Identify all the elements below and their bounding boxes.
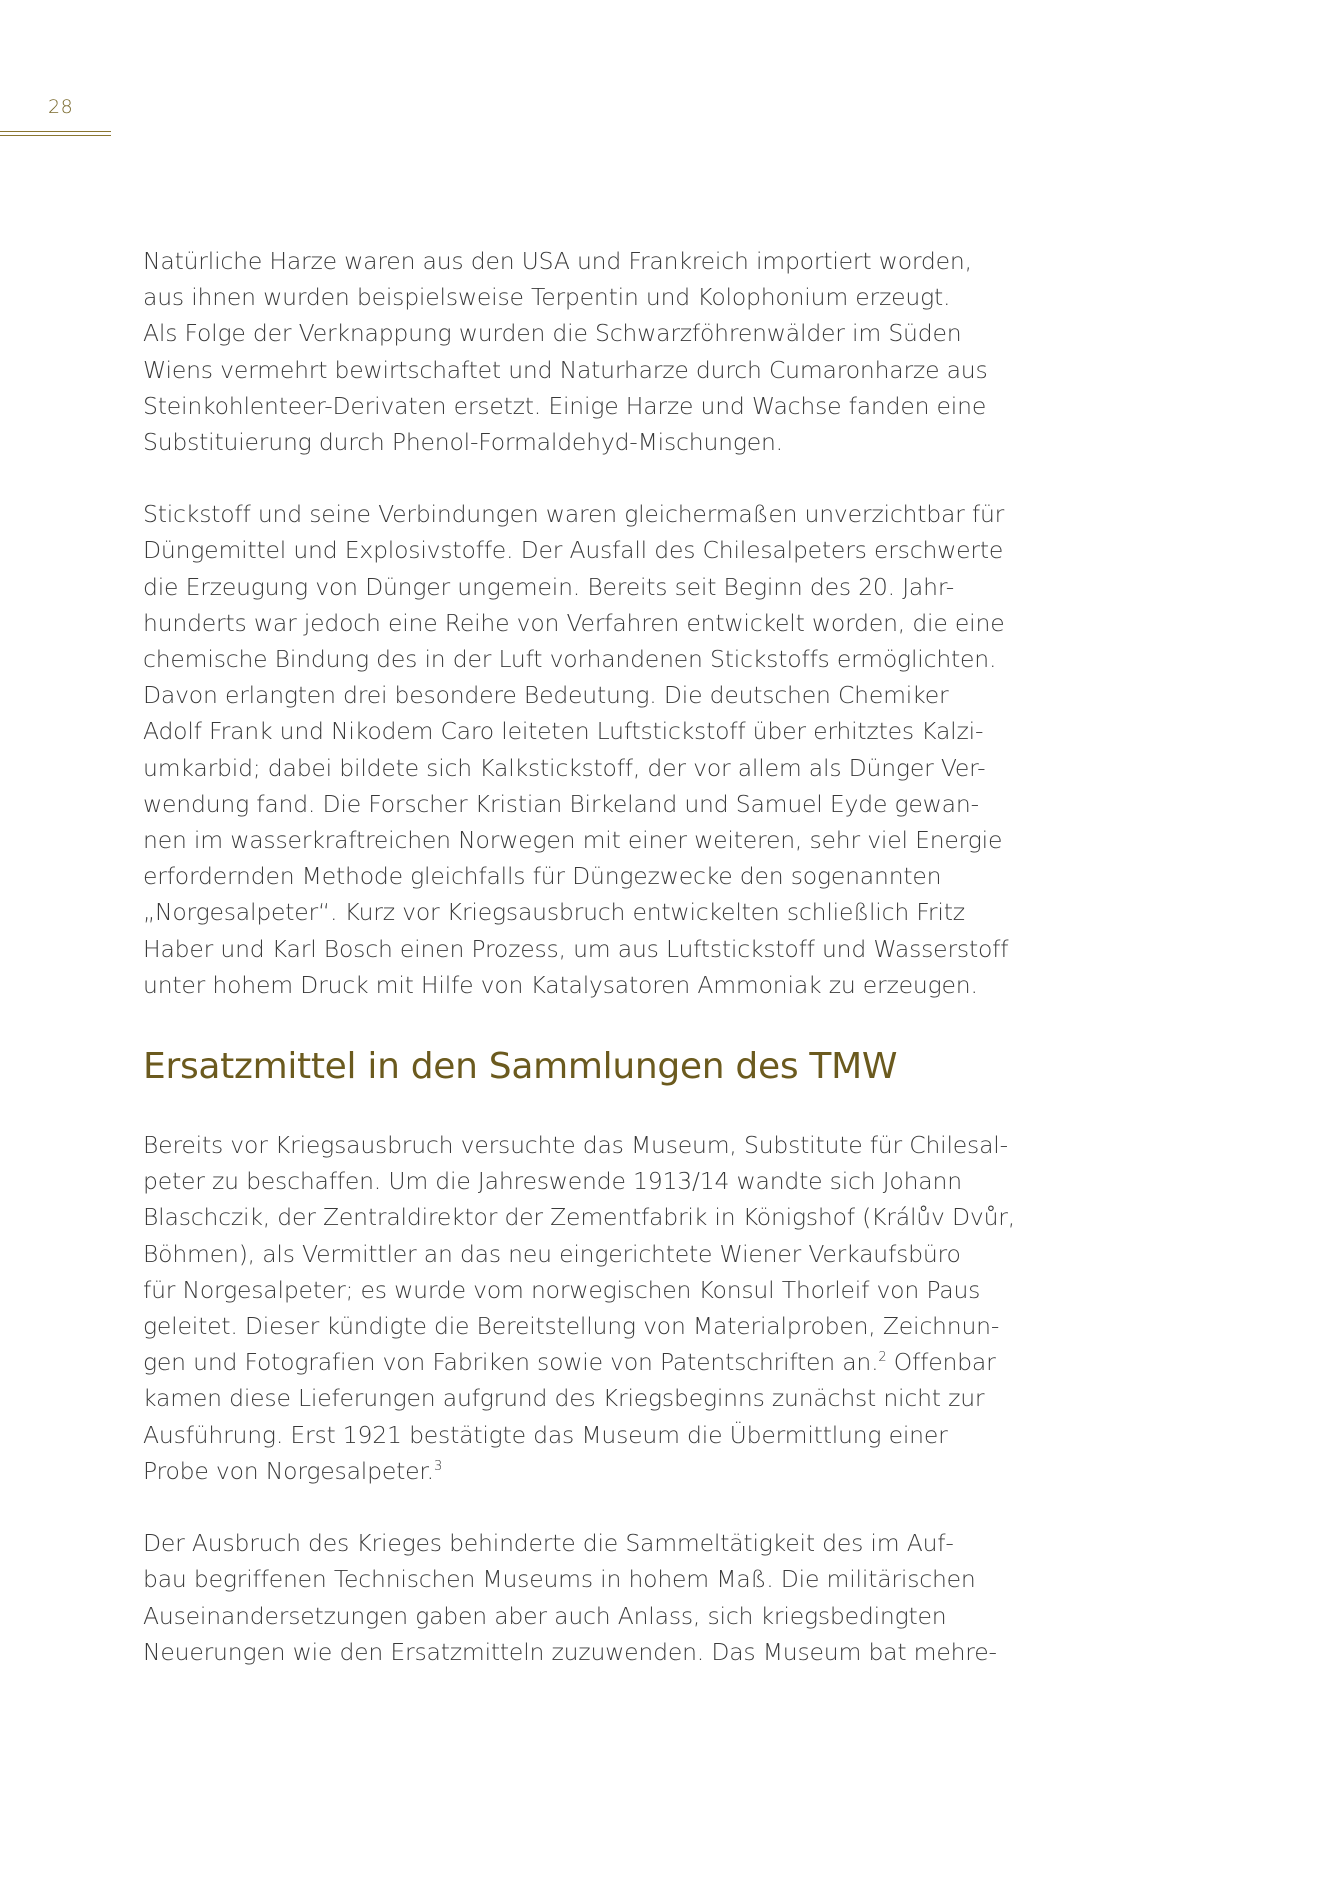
paragraph-war-collecting xyxy=(143,1525,1043,1670)
text-line: für Norgesalpeter; es wurde vom norwegischen Konsul Thorleif von Paus xyxy=(143,1275,981,1304)
text-line: Blaschczik, der Zentraldirektor der Zementfabrik in Königshof (Králův Dvůr, xyxy=(143,1203,1015,1232)
text-line: Substituierung durch Phenol-Formaldehyd-Mischungen. xyxy=(143,428,783,457)
paragraph-nitrogen xyxy=(143,496,1043,1003)
text-line: Ausführung. Erst 1921 bestätigte das Museum die Übermittlung einer xyxy=(143,1420,948,1449)
text-line: aus ihnen wurden beispielsweise Terpentin und Kolophonium erzeugt. xyxy=(143,283,951,312)
text-segment: Probe von Norgesalpeter. xyxy=(143,1456,434,1485)
text-line: Neuerungen wie den Ersatzmitteln zuzuwenden. Das Museum bat mehre- xyxy=(143,1637,997,1666)
text-line: Adolf Frank und Nikodem Caro leiteten Luftstickstoff über erhitztes Kalzi- xyxy=(143,717,984,746)
text-line: Bereits vor Kriegsausbruch versuchte das Museum, Substitute für Chilesal- xyxy=(143,1131,1008,1160)
text-line: peter zu beschaffen. Um die Jahreswende 1913/14 wandte sich Johann xyxy=(143,1167,962,1196)
text-segment: gen und Fotografien von Fabriken sowie von Patentschriften an. xyxy=(143,1348,879,1377)
paragraph-natural-resins xyxy=(143,243,1043,460)
text-line: nen im wasserkraftreichen Norwegen mit einer weiteren, sehr viel Energie xyxy=(143,826,1003,855)
text-line: erfordernden Methode gleichfalls für Düngezwecke den sogenannten xyxy=(143,862,942,891)
text-line: Böhmen), als Vermittler an das neu eingerichtete Wiener Verkaufsbüro xyxy=(143,1239,961,1268)
text-line: Haber und Karl Bosch einen Prozess, um aus Luftstickstoff und Wasserstoff xyxy=(143,934,1009,963)
text-line: wendung fand. Die Forscher Kristian Birkeland und Samuel Eyde gewan- xyxy=(143,789,979,818)
text-line: Natürliche Harze waren aus den USA und Frankreich importiert worden, xyxy=(143,247,972,275)
header-rule-secondary xyxy=(0,135,111,136)
text-line: Steinkohlenteer-Derivaten ersetzt. Einige Harze und Wachse fanden eine xyxy=(143,391,987,420)
text-line: „Norgesalpeter“. Kurz vor Kriegsausbruch entwickelten schließlich Fritz xyxy=(143,898,965,927)
text-line: bau begriffenen Technischen Museums in hohem Maß. Die militärischen xyxy=(143,1565,976,1594)
header-rule xyxy=(0,131,111,132)
text-line: Auseinandersetzungen gaben aber auch Anlass, sich kriegsbedingten xyxy=(143,1601,947,1630)
text-line: hunderts war jedoch eine Reihe von Verfahren entwickelt worden, die eine xyxy=(143,608,1005,637)
footnote-marker: 2 xyxy=(878,1350,887,1366)
footnote-marker: 3 xyxy=(433,1459,443,1475)
text-line: kamen diese Lieferungen aufgrund des Kriegsbeginns zunächst nicht zur xyxy=(143,1384,985,1413)
section-heading: Ersatzmittel in den Sammlungen des TMW xyxy=(143,1046,898,1088)
body-text xyxy=(143,243,1043,1706)
paragraph-substitutes xyxy=(143,1127,1043,1489)
text-line: Der Ausbruch des Krieges behinderte die Sammeltätigkeit des im Auf- xyxy=(143,1529,954,1558)
text-line: Als Folge der Verknappung wurden die Schwarzföhrenwälder im Süden xyxy=(143,319,962,348)
text-line: umkarbid; dabei bildete sich Kalkstickstoff, der vor allem als Dünger Ver- xyxy=(143,753,986,782)
text-segment: Offenbar xyxy=(886,1348,996,1377)
text-line: Davon erlangten drei besondere Bedeutung. Die deutschen Chemiker xyxy=(143,681,949,710)
text-line xyxy=(143,1344,1043,1380)
text-line: chemische Bindung des in der Luft vorhandenen Stickstoffs ermöglichten. xyxy=(143,645,997,674)
text-line xyxy=(143,1453,1043,1489)
text-line: die Erzeugung von Dünger ungemein. Bereits seit Beginn des 20. Jahr- xyxy=(143,572,955,601)
text-line: Düngemittel und Explosivstoffe. Der Ausfall des Chilesalpeters erschwerte xyxy=(143,536,1004,565)
page-number: 28 xyxy=(48,96,74,118)
text-line: Stickstoff und seine Verbindungen waren gleichermaßen unverzichtbar für xyxy=(143,500,1005,529)
text-line: Wiens vermehrt bewirtschaftet und Naturharze durch Cumaronharze aus xyxy=(143,355,988,384)
text-line: geleitet. Dieser kündigte die Bereitstellung von Materialproben, Zeichnun- xyxy=(143,1312,1000,1341)
text-line: unter hohem Druck mit Hilfe von Katalysatoren Ammoniak zu erzeugen. xyxy=(143,970,978,999)
